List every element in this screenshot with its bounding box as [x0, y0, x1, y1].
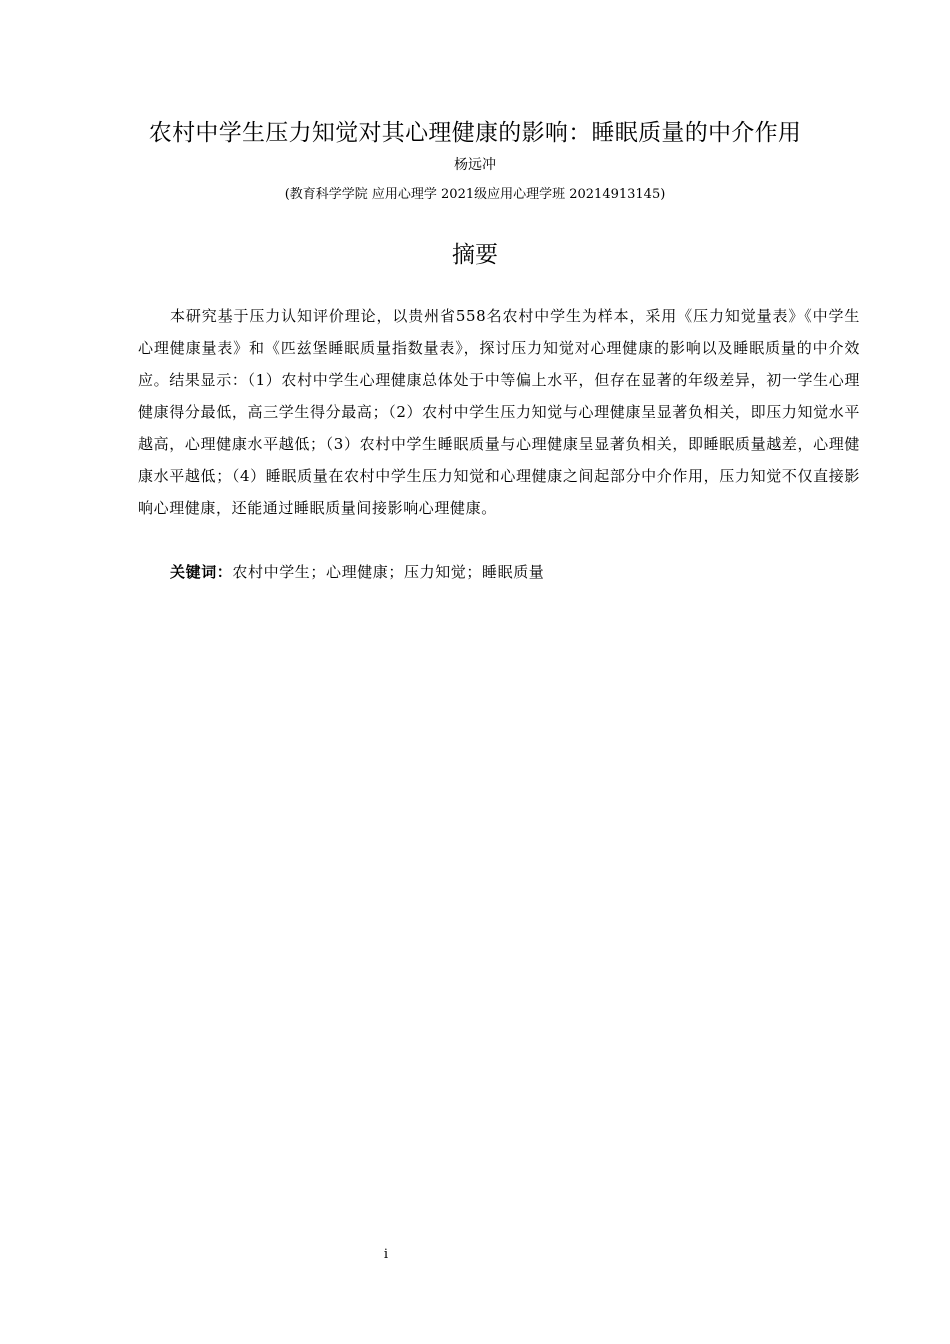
paper-title: 农村中学生压力知觉对其心理健康的影响：睡眠质量的中介作用	[148, 120, 802, 146]
keywords-list: 农村中学生；心理健康；压力知觉；睡眠质量	[232, 563, 545, 581]
abstract-body: 本研究基于压力认知评价理论，以贵州省558名农村中学生为样本，采用《压力知觉量表》《中学生心理健康量表》和《匹兹堡睡眠质量指数量表》，探讨压力知觉对心理健康的影响以及睡眠质量的中介效应。结果显示：（1）农村中学生心理健康总体处于中等偏上水平，但存在显著的年级差异，初一学生心理健康得分最低，高三学生得分最高；（2）农村中学生压力知觉与心理健康呈显著负相关，即压力知觉水平越高，心理健康水平越低；（3）农村中学生睡眠质量与心理健康呈显著负相关，即睡眠质量越差，心理健康水平越低；（4）睡眠质量在农村中学生压力知觉和心理健康之间起部分中介作用，压力知觉不仅直接影响心理健康，还能通过睡眠质量间接影响心理健康。	[138, 307, 860, 517]
keywords-line	[170, 556, 860, 588]
abstract-heading: 摘要	[452, 242, 498, 268]
author-affiliation: (教育科学学院 应用心理学 2021级应用心理学班 20214913145)	[284, 187, 666, 202]
author-name: 杨远冲	[454, 157, 496, 173]
keywords-label: 关键词：	[170, 563, 233, 581]
page-number: i	[383, 1247, 389, 1262]
